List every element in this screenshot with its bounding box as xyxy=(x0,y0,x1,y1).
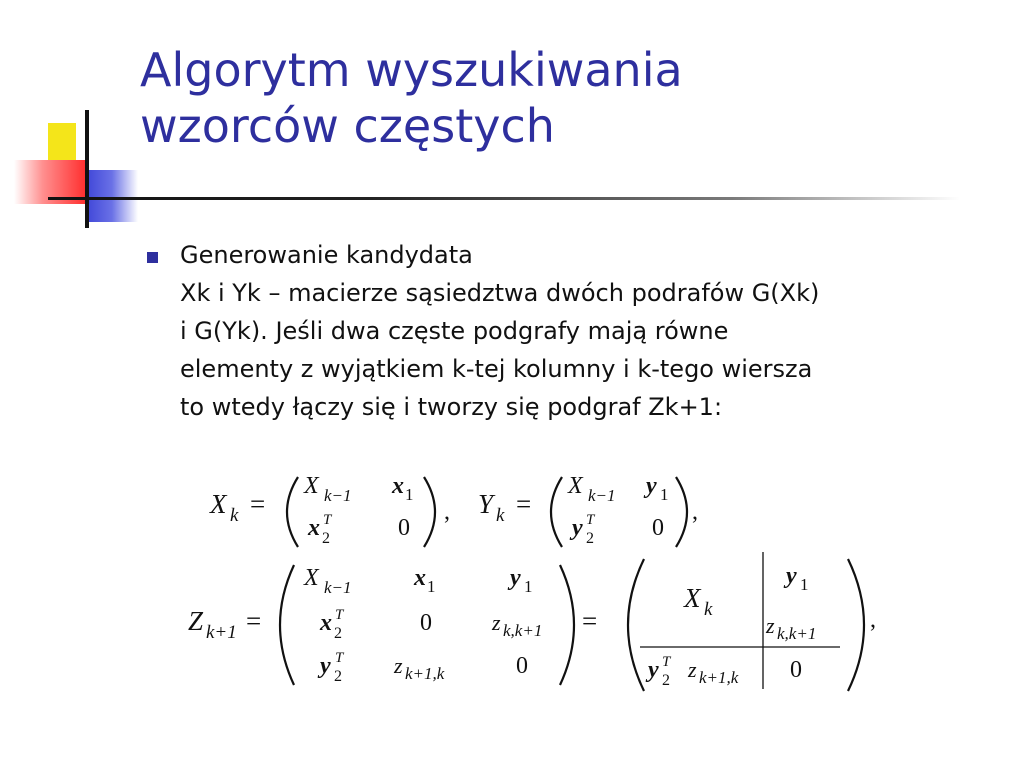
matrix-formulas xyxy=(180,455,900,705)
svg-text:,: , xyxy=(870,607,876,633)
svg-text:2: 2 xyxy=(586,530,594,547)
svg-text:z: z xyxy=(492,610,501,635)
svg-text:=: = xyxy=(246,606,262,636)
svg-text:k,k+1: k,k+1 xyxy=(777,624,817,643)
svg-text:X: X xyxy=(684,583,701,613)
svg-text:2: 2 xyxy=(662,672,670,689)
svg-text:k−1: k−1 xyxy=(588,486,616,505)
formula-image xyxy=(180,455,900,709)
svg-text:y: y xyxy=(510,565,521,591)
svg-text:y: y xyxy=(648,657,659,683)
bullet-line-1: Generowanie kandydata xyxy=(180,241,473,269)
svg-text:2: 2 xyxy=(334,625,342,642)
svg-text:X: X xyxy=(210,489,227,519)
svg-text:y: y xyxy=(786,563,797,589)
svg-text:x: x xyxy=(320,610,332,636)
decor-vertical-line xyxy=(85,110,89,228)
bullet-text xyxy=(180,236,1000,426)
svg-text:0: 0 xyxy=(516,653,528,679)
svg-text:2: 2 xyxy=(334,668,342,685)
svg-text:y: y xyxy=(572,515,583,541)
formula-block-matrix xyxy=(628,552,876,691)
svg-text:=: = xyxy=(582,606,598,636)
svg-text:z: z xyxy=(766,613,775,638)
svg-text:0: 0 xyxy=(790,657,802,683)
bullet-square-icon xyxy=(147,252,158,263)
svg-text:1: 1 xyxy=(524,577,533,596)
formula-xk xyxy=(209,473,450,547)
svg-text:=: = xyxy=(516,489,532,519)
svg-text:0: 0 xyxy=(420,610,432,636)
svg-text:T: T xyxy=(335,607,344,623)
svg-text:X: X xyxy=(304,473,319,499)
svg-text:0: 0 xyxy=(652,515,664,541)
svg-text:x: x xyxy=(392,473,404,499)
formula-zk1 xyxy=(188,565,597,685)
svg-text:1: 1 xyxy=(405,485,414,504)
svg-text:T: T xyxy=(323,512,332,528)
svg-text:T: T xyxy=(335,650,344,666)
bullet-line-3: i G(Yk). Jeśli dwa częste podgrafy mają równe xyxy=(180,317,729,345)
svg-text:k: k xyxy=(704,599,713,620)
svg-text:,: , xyxy=(692,499,698,525)
svg-text:z: z xyxy=(394,653,403,678)
svg-text:,: , xyxy=(444,499,450,525)
svg-text:k,k+1: k,k+1 xyxy=(503,621,543,640)
svg-text:0: 0 xyxy=(398,515,410,541)
slide-title-line-2: wzorców częstych xyxy=(140,99,555,153)
bullet-line-4: elementy z wyjątkiem k-tej kolumny i k-tego wiersza xyxy=(180,355,813,383)
svg-text:z: z xyxy=(688,657,697,682)
svg-text:Y: Y xyxy=(478,489,494,519)
bullet-line-2: Xk i Yk – macierze sąsiedztwa dwóch podrafów G(Xk) xyxy=(180,279,820,307)
svg-text:k−1: k−1 xyxy=(324,486,352,505)
formula-yk xyxy=(478,473,698,547)
svg-text:=: = xyxy=(250,489,266,519)
svg-text:T: T xyxy=(586,512,595,528)
svg-text:k+1,k: k+1,k xyxy=(405,664,445,683)
bullet-line-5: to wtedy łączy się i tworzy się podgraf Zk+1: xyxy=(180,393,723,421)
svg-text:T: T xyxy=(662,654,671,670)
svg-text:X: X xyxy=(304,565,319,591)
svg-text:k+1: k+1 xyxy=(206,622,237,643)
svg-text:y: y xyxy=(320,653,331,679)
slide-title xyxy=(140,42,683,154)
svg-text:x: x xyxy=(308,515,320,541)
svg-text:Z: Z xyxy=(188,606,204,636)
svg-text:y: y xyxy=(646,473,657,499)
svg-text:x: x xyxy=(414,565,426,591)
slide-title-line-1: Algorytm wyszukiwania xyxy=(140,43,683,97)
svg-text:k+1,k: k+1,k xyxy=(699,668,739,687)
svg-text:1: 1 xyxy=(427,577,436,596)
svg-text:k: k xyxy=(496,505,505,526)
svg-text:X: X xyxy=(568,473,583,499)
title-underline xyxy=(48,197,960,200)
svg-text:1: 1 xyxy=(660,485,669,504)
svg-text:2: 2 xyxy=(322,530,330,547)
svg-text:k: k xyxy=(230,505,239,526)
svg-text:1: 1 xyxy=(800,575,809,594)
svg-text:k−1: k−1 xyxy=(324,578,352,597)
decor-blue-square xyxy=(86,170,138,222)
